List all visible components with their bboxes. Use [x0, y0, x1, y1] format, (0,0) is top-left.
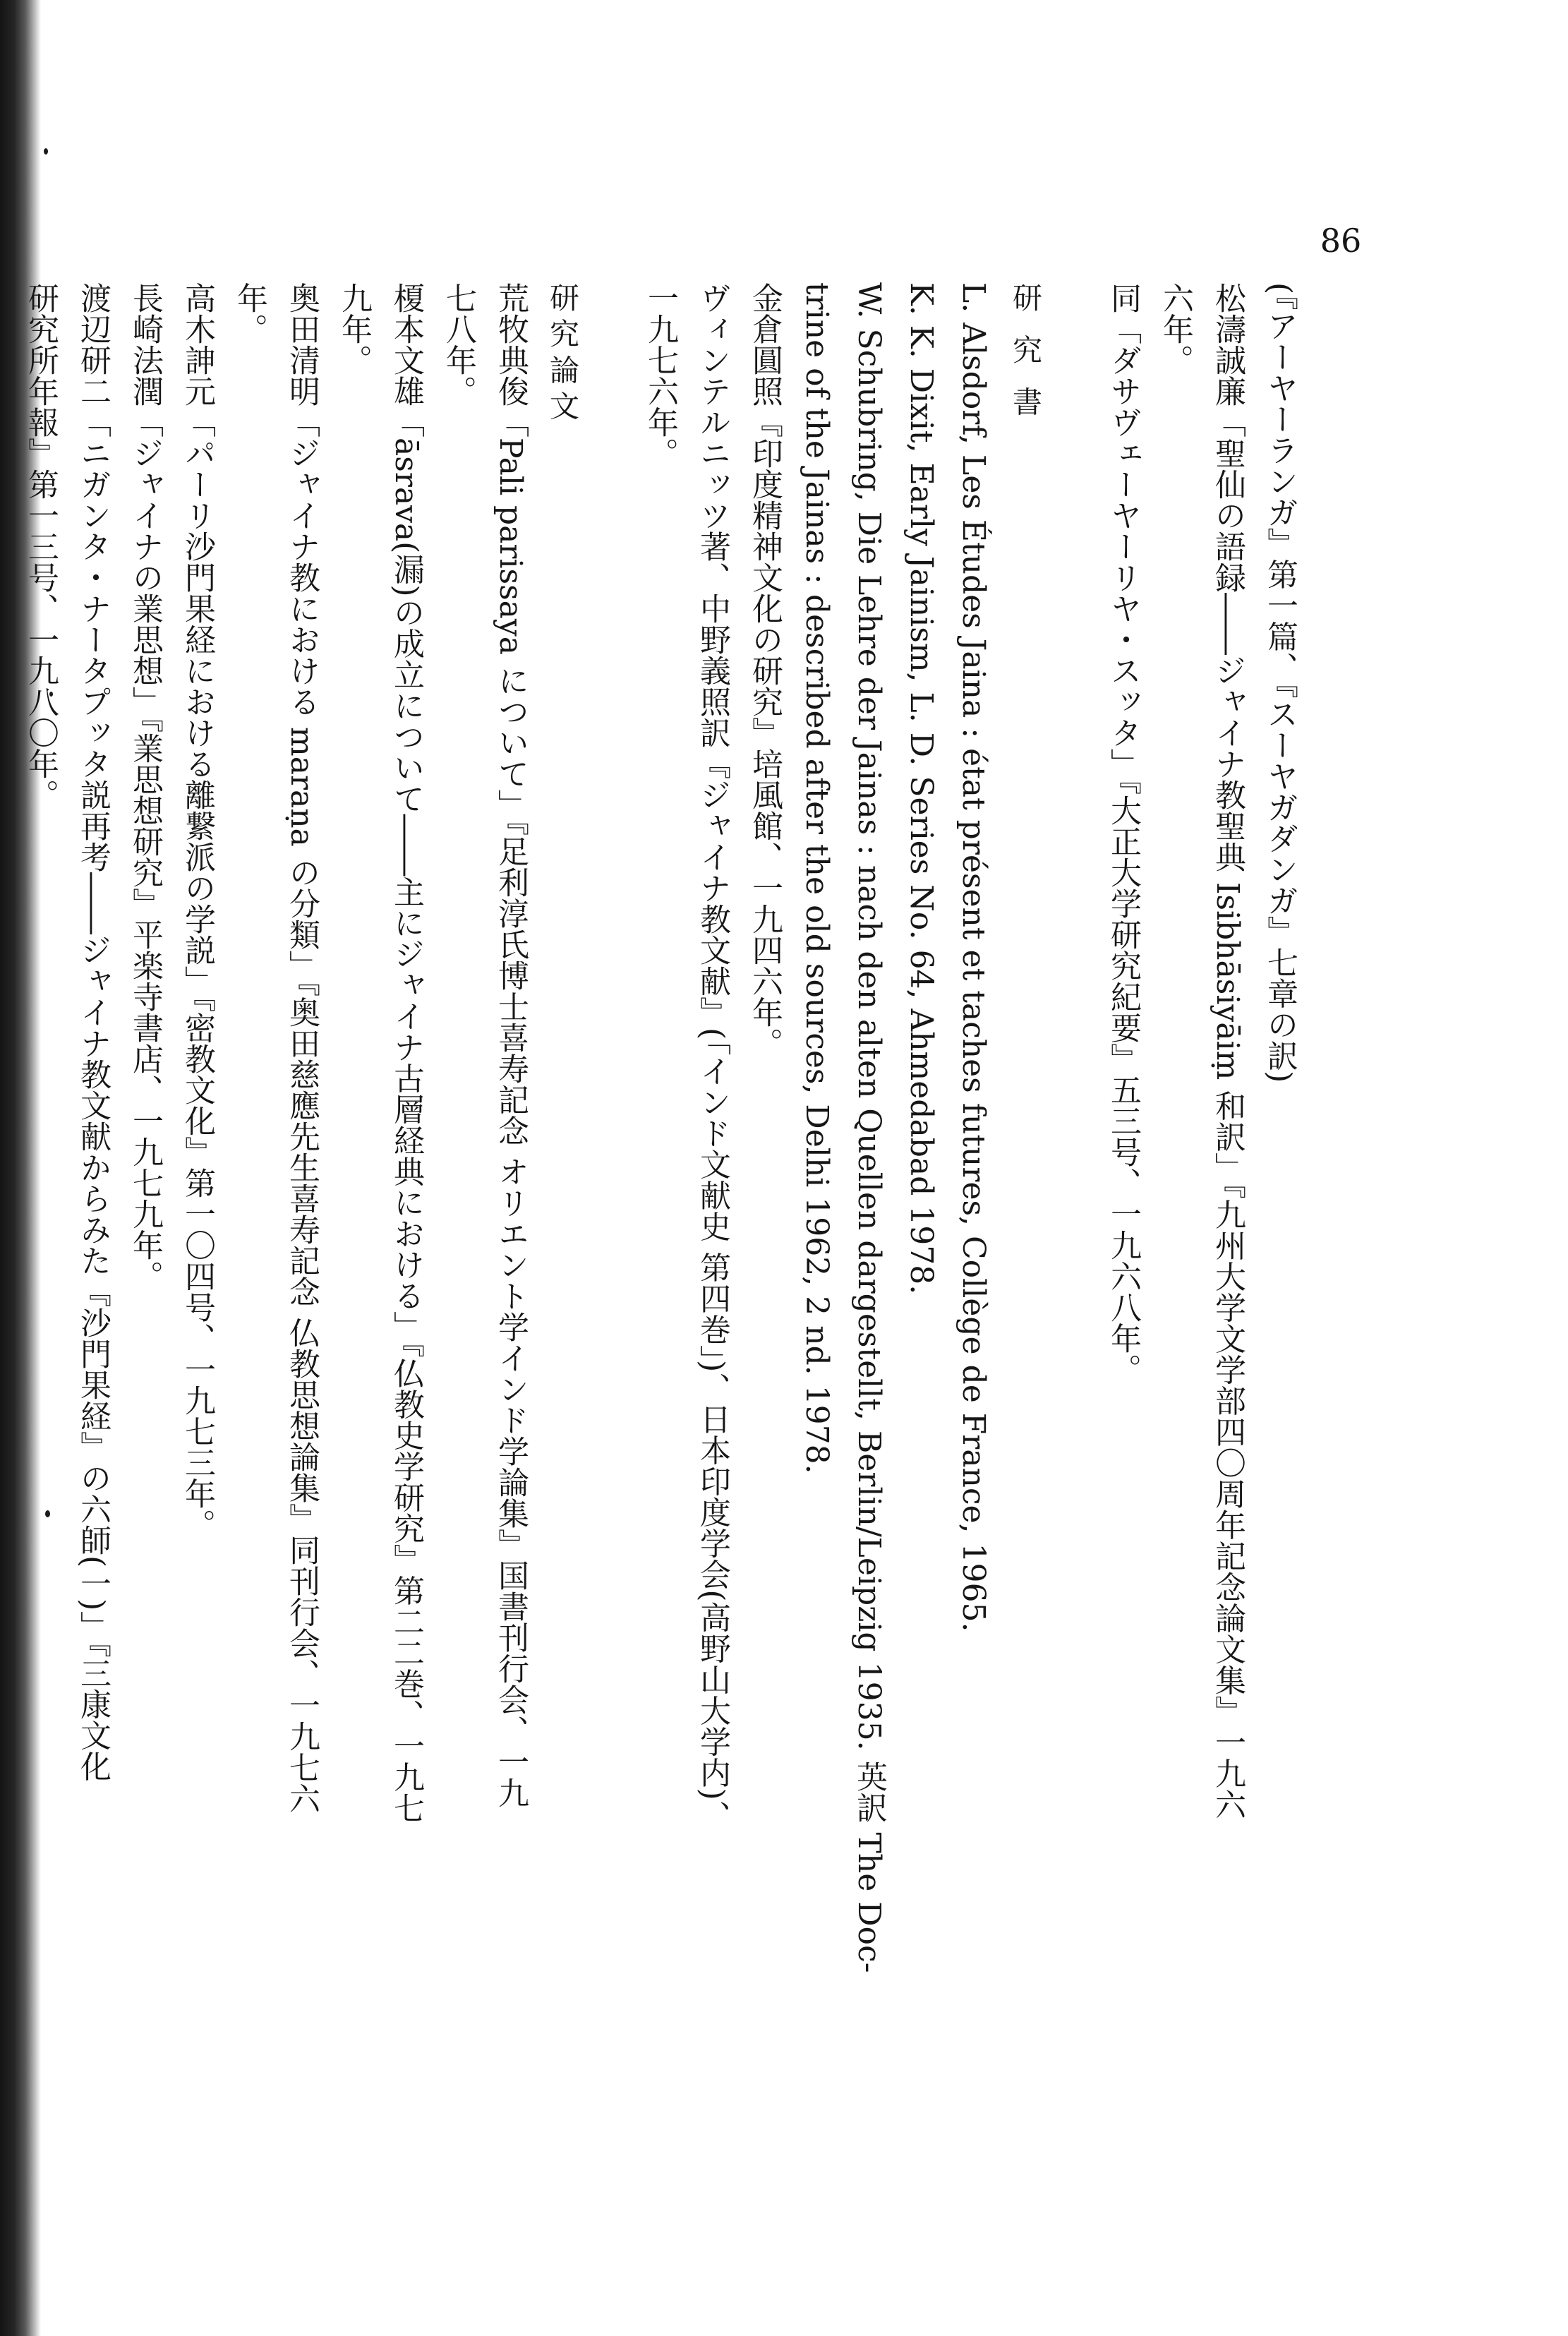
- text-line: 年。: [231, 282, 267, 344]
- section-heading: 研 究 書: [1008, 282, 1043, 423]
- text-line: 九年。: [336, 282, 372, 375]
- text-line: L. Alsdorf, Les Études Jaina : état présent et taches futures, Collège de France, 1965.: [955, 282, 991, 1632]
- text-line: 一九七六年。: [642, 282, 678, 469]
- text-line: (『アーヤーランガ』第一篇、『スーヤガダンガ』七章の訳): [1262, 282, 1298, 1083]
- text-line: ヴィンテルニッツ著、中野義照訳『ジャイナ教文献』(「インド文献史 第四巻」)、日本印度学会(高野山大学内)、: [694, 282, 730, 1831]
- text-line: 金倉圓照『印度精神文化の研究』培風館、一九四六年。: [747, 282, 783, 1059]
- text-line: 七八年。: [440, 282, 476, 407]
- text-line: 同「ダサヴェーヤーリヤ・スッタ」『大正大学研究紀要』五三号、一九六八年。: [1105, 282, 1141, 1385]
- text-line: trine of the Jainas : described after the old sources, Delhi 1962, 2 nd. 1978.: [799, 282, 835, 1474]
- text-line: 奥田清明「ジャイナ教における maraṇa の分類」『奥田慈應先生喜寿記念 仏教思想論集』同刊行会、一九七六: [284, 282, 320, 1814]
- text-line: K. K. Dixit, Early Jainism, L. D. Series No. 64, Ahmedabad 1978.: [903, 282, 939, 1295]
- text-line: 六年。: [1157, 282, 1193, 375]
- text-line: W. Schubring, Die Lehre der Jainas : nach den alten Quellen dargestellt, Berlin/Leipzig 1935. 英訳 The Doc-: [851, 282, 887, 1973]
- bibliography-text: [23, 282, 1305, 2244]
- section-heading: 研究論文: [545, 282, 580, 427]
- scan-speck: [44, 148, 48, 155]
- text-line: 松濤誠廉「聖仙の語録――ジャイナ教聖典 Isibhāsiyāiṃ 和訳」『九州大学文学部四〇周年記念論文集』一九六: [1210, 282, 1246, 1820]
- text-line: 長崎法潤「ジャイナの業思想」『業思想研究』平楽寺書店、一九七九年。: [127, 282, 163, 1292]
- text-line: 渡辺研二「ニガンタ・ナータプッタ説再考――ジャイナ教文献からみた『沙門果経』の六師(一)」『三康文化: [75, 282, 111, 1782]
- text-line: 榎本文雄「āsrava(漏)の成立について――主にジャイナ古層経典における」『仏教史学研究』第二二巻、一九七: [388, 282, 424, 1824]
- text-line: 研究所年報』第一三号、一九八〇年。: [23, 282, 59, 810]
- text-line: 荒牧典俊「Pali parissaya について」『足利淳氏博士喜寿記念 オリエント学インド学論集』国書刊行会、一九: [493, 282, 529, 1808]
- page-number: 86: [1320, 222, 1362, 260]
- text-line: 高木訷元「パーリ沙門果経における離繋派の学説」『密教文化』第一〇四号、一九七三年。: [179, 282, 215, 1540]
